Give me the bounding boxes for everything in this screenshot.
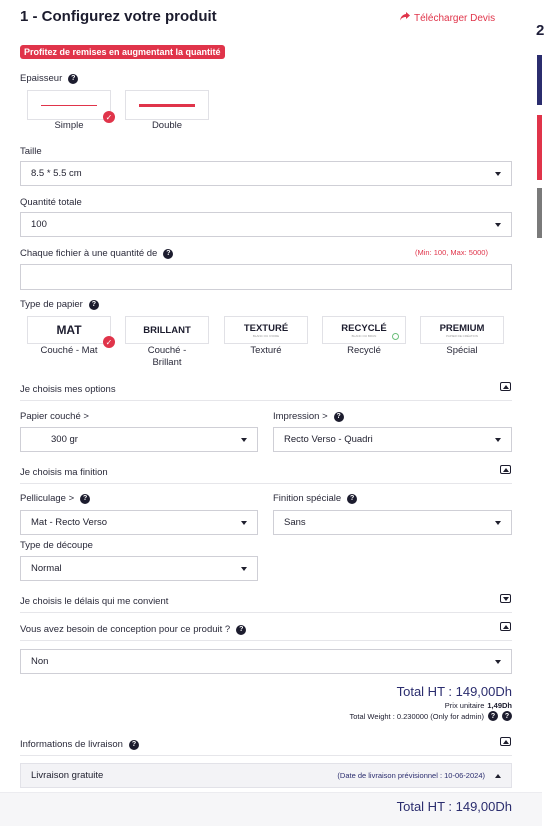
taille-label: Taille xyxy=(20,146,42,157)
help-icon[interactable]: ? xyxy=(334,412,344,422)
epaisseur-label xyxy=(20,73,78,84)
fichier-hint: (Min: 100, Max: 5000) xyxy=(415,248,488,257)
livraison-option: Livraison gratuite xyxy=(31,770,104,781)
prix-unitaire xyxy=(445,701,512,710)
chevron-down-icon xyxy=(495,521,501,525)
conception-select[interactable] xyxy=(20,649,512,674)
chevron-down-icon xyxy=(241,567,247,571)
divider xyxy=(20,755,512,756)
paper-name: RECYCLÉ xyxy=(341,322,387,334)
share-arrow-icon xyxy=(400,12,410,24)
sticky-footer xyxy=(0,792,542,826)
decoupe-value: Normal xyxy=(31,563,62,574)
side-panel-gray xyxy=(537,188,542,238)
papier-label xyxy=(20,299,99,310)
quantite-select[interactable] xyxy=(20,212,512,237)
divider xyxy=(20,640,512,641)
finition-speciale-label xyxy=(273,493,357,504)
fichier-label xyxy=(20,248,173,259)
help-icon[interactable]: ? xyxy=(80,494,90,504)
decoupe-select[interactable] xyxy=(20,556,258,581)
epaisseur-double-label: Double xyxy=(151,120,183,131)
divider xyxy=(20,400,512,401)
finition-speciale-select[interactable] xyxy=(273,510,512,535)
total-weight xyxy=(349,711,512,721)
papier-text: Type de papier xyxy=(20,299,83,310)
total-ht: Total HT : 149,00Dh xyxy=(396,684,512,699)
taille-value: 8.5 * 5.5 cm xyxy=(31,168,82,179)
papier-couche-value: 300 gr xyxy=(51,434,78,445)
paper-name: PREMIUM xyxy=(439,322,485,334)
pelliculage-select[interactable] xyxy=(20,510,258,535)
chevron-down-icon xyxy=(495,172,501,176)
thin-line-icon xyxy=(41,105,97,106)
impression-label xyxy=(273,411,344,422)
collapse-toggle-icon[interactable] xyxy=(500,465,511,474)
paper-mat-label: Couché - Mat xyxy=(40,345,98,356)
help-icon[interactable]: ? xyxy=(502,711,512,721)
livraison-date: (Date de livraison prévisionnel : 10-06-2024) xyxy=(337,771,485,780)
finition-speciale-value: Sans xyxy=(284,517,306,528)
epaisseur-option-double[interactable] xyxy=(125,90,209,120)
paper-name: MAT xyxy=(56,322,82,337)
page-title: 1 - Configurez votre produit xyxy=(20,8,217,25)
prix-unitaire-value: 1,49Dh xyxy=(487,701,512,710)
livraison-select[interactable] xyxy=(20,763,512,788)
paper-option-premium[interactable] xyxy=(420,316,504,344)
fichier-text: Chaque fichier à une quantité de xyxy=(20,248,158,259)
finition-speciale-text: Finition spéciale xyxy=(273,493,342,504)
paper-sub: BLANC OU BRUN xyxy=(351,333,377,338)
papier-couche-select[interactable] xyxy=(20,427,258,452)
paper-option-brillant[interactable] xyxy=(125,316,209,344)
help-icon[interactable]: ? xyxy=(129,740,139,750)
impression-text: Impression > xyxy=(273,411,328,422)
help-icon[interactable]: ? xyxy=(163,249,173,259)
livraison-text: Informations de livraison xyxy=(20,739,123,750)
quantite-label: Quantité totale xyxy=(20,197,82,208)
papier-couche-label: Papier couché > xyxy=(20,411,89,422)
finition-section-title: Je choisis ma finition xyxy=(20,467,108,478)
help-icon[interactable]: ? xyxy=(347,494,357,504)
collapse-toggle-icon[interactable] xyxy=(500,382,511,391)
paper-premium-label: Spécial xyxy=(446,345,478,356)
footer-total-ht: Total HT : 149,00Dh xyxy=(396,799,512,814)
help-icon[interactable]: ? xyxy=(89,300,99,310)
paper-sub: BLANC OU IVOIRE xyxy=(252,333,280,338)
paper-texture-label: Texturé xyxy=(250,345,282,356)
download-quote-link[interactable] xyxy=(400,12,495,24)
fichier-quantity-input[interactable] xyxy=(20,264,512,290)
pelliculage-text: Pelliculage > xyxy=(20,493,75,504)
prix-unitaire-label: Prix unitaire xyxy=(444,701,485,710)
chevron-down-icon xyxy=(495,438,501,442)
impression-select[interactable] xyxy=(273,427,512,452)
paper-option-texture[interactable] xyxy=(224,316,308,344)
epaisseur-simple-label: Simple xyxy=(54,120,84,131)
livraison-label xyxy=(20,739,139,750)
divider xyxy=(20,612,512,613)
promo-badge: Profitez de remises en augmentant la quantité xyxy=(20,45,225,59)
help-icon[interactable]: ? xyxy=(488,711,498,721)
pelliculage-value: Mat - Recto Verso xyxy=(31,517,108,528)
chevron-down-icon xyxy=(495,223,501,227)
thick-line-icon xyxy=(139,104,195,107)
conception-label xyxy=(20,624,246,635)
epaisseur-option-simple[interactable] xyxy=(27,90,111,120)
expand-toggle-icon[interactable] xyxy=(500,594,511,603)
chevron-down-icon xyxy=(241,438,247,442)
selected-check-icon: ✓ xyxy=(103,336,115,348)
taille-select[interactable] xyxy=(20,161,512,186)
collapse-toggle-icon[interactable] xyxy=(500,622,511,631)
help-icon[interactable]: ? xyxy=(68,74,78,84)
paper-sub: PAPIER DE CRÉATION xyxy=(446,333,478,338)
selected-check-icon: ✓ xyxy=(103,111,115,123)
paper-name: BRILLANT xyxy=(143,324,191,336)
side-panel-navy xyxy=(537,55,542,105)
paper-name: TEXTURÉ xyxy=(243,322,289,334)
paper-option-mat[interactable] xyxy=(27,316,111,344)
decoupe-label: Type de découpe xyxy=(20,540,93,551)
collapse-toggle-icon[interactable] xyxy=(500,737,511,746)
options-section-title: Je choisis mes options xyxy=(20,384,116,395)
conception-text: Vous avez besoin de conception pour ce produit ? xyxy=(20,624,231,635)
divider xyxy=(20,483,512,484)
chevron-down-icon xyxy=(495,660,501,664)
impression-value: Recto Verso - Quadri xyxy=(284,434,373,445)
pelliculage-label xyxy=(20,493,90,504)
chevron-up-icon xyxy=(495,774,501,778)
help-icon[interactable]: ? xyxy=(236,625,246,635)
total-weight-text: Total Weight : 0.230000 (Only for admin) xyxy=(349,711,484,721)
paper-recycle-label: Recyclé xyxy=(347,345,381,356)
download-quote-label: Télécharger Devis xyxy=(414,12,496,24)
recycle-icon xyxy=(392,333,399,340)
conception-value: Non xyxy=(31,656,49,667)
chevron-down-icon xyxy=(241,521,247,525)
epaisseur-text: Epaisseur xyxy=(20,73,63,84)
side-panel-red xyxy=(537,115,542,180)
delais-section-title: Je choisis le délais qui me convient xyxy=(20,596,169,607)
quantite-value: 100 xyxy=(31,219,47,230)
step-2-number: 2 xyxy=(536,22,544,39)
paper-brillant-label: Couché - Brillant xyxy=(147,345,187,368)
